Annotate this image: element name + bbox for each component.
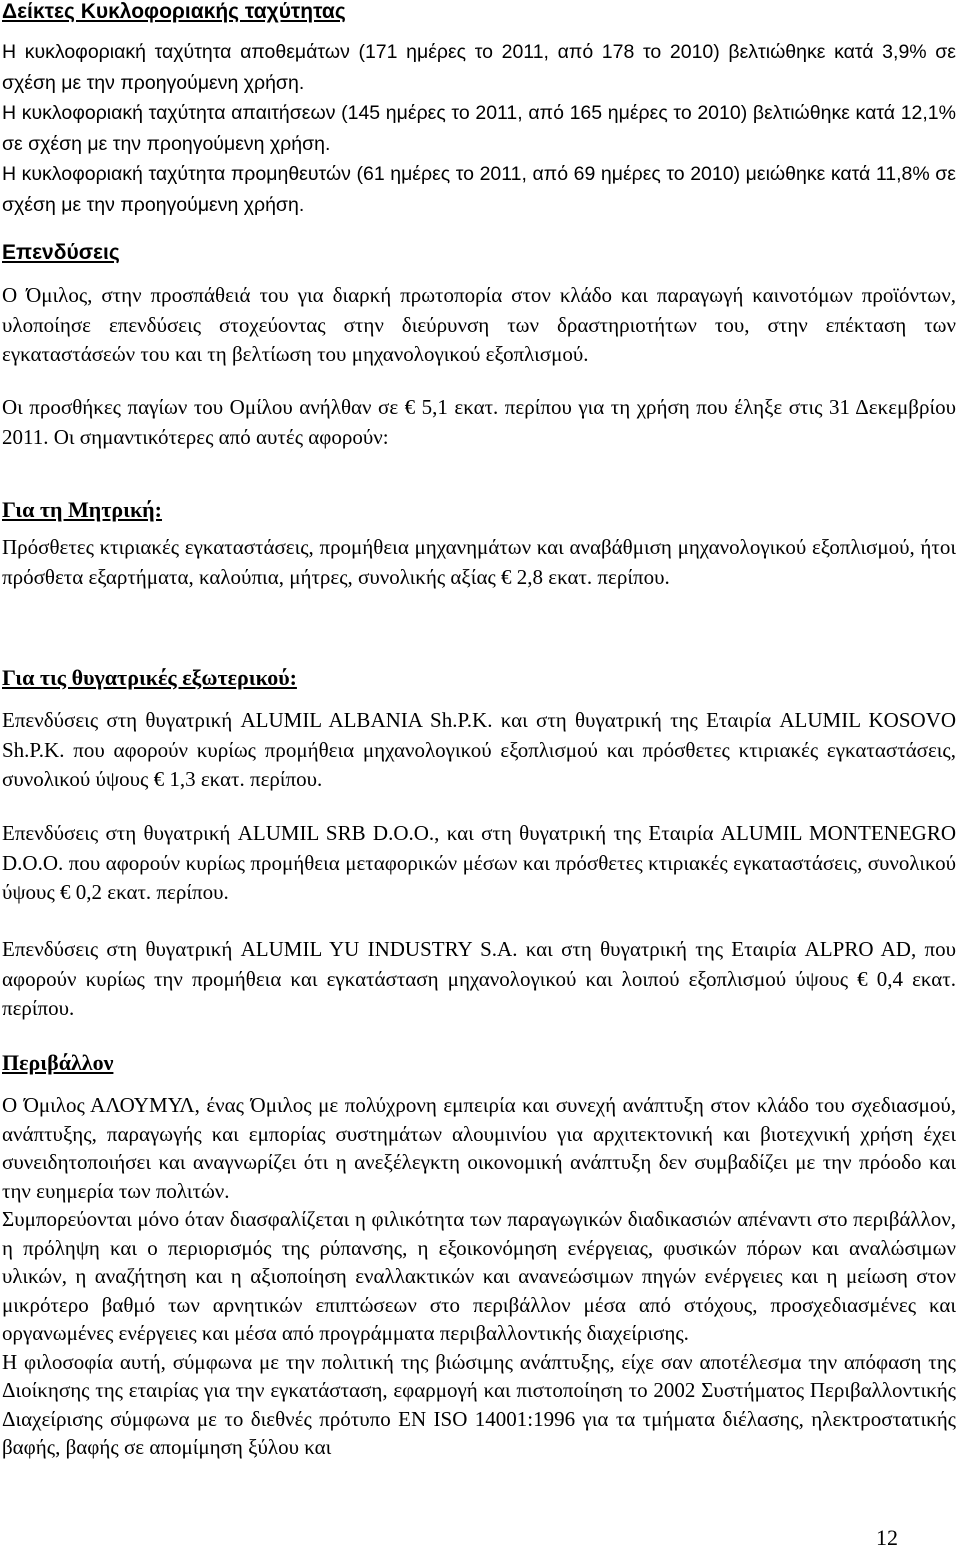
page-number: 12 xyxy=(876,1525,898,1550)
paragraph-investments-additions-block xyxy=(2,393,956,452)
paragraph-investments-intro-block xyxy=(2,281,956,370)
paragraph-investments-additions: Οι προσθήκες παγίων του Ομίλου ανήλθαν σε € 5,1 εκατ. περίπου για τη χρήση που έληξε στις 31 Δεκεμβρίου 2011. Οι σημαντικότερες από αυτές αφορούν: xyxy=(2,395,956,449)
paragraph-receivables-velocity: Η κυκλοφοριακή ταχύτητα απαιτήσεων (145 ημέρες το 2011, από 165 ημέρες το 2010) βελτιώθηκε κατά 12,1% σε σχέση με την προηγούμενη χρήση. xyxy=(2,102,956,155)
section-environment xyxy=(2,1051,956,1075)
paragraph-parent: Πρόσθετες κτιριακές εγκαταστάσεις, προμήθεια μηχανημάτων και αναβάθμιση μηχανολογικού εξοπλισμού, ήτοι πρόσθετα εξαρτήματα, καλούπια, μήτρες, συνολικής αξίας € 2,8 εκατ. περίπου. xyxy=(2,535,956,589)
paragraph-yu-alpro-block xyxy=(2,935,956,1024)
heading-environment: Περιβάλλον xyxy=(2,1050,114,1075)
section-investments xyxy=(2,241,956,265)
paragraph-yu-alpro: Επενδύσεις στη θυγατρική ALUMIL YU INDUSTRY S.A. και στη θυγατρική της Εταιρία ALPRO AD, που αφορούν κυρίως την προμήθεια και εγκατάσταση μηχανολογικού και λοιπού εξοπλισμού ύψους € 0,4 εκατ. περίπου. xyxy=(2,937,956,1020)
heading-investments: Επενδύσεις xyxy=(2,241,120,264)
paragraph-albania-kosovo-block xyxy=(2,706,956,795)
heading-velocity: Δείκτες Κυκλοφοριακής ταχύτητας xyxy=(2,0,346,23)
paragraph-srb-montenegro-block xyxy=(2,819,956,908)
paragraph-investments-intro: Ο Όμιλος, στην προσπάθειά του για διαρκή πρωτοπορία στον κλάδο και παραγωγή καινοτόμων προϊόντων, υλοποίησε επενδύσεις στοχεύοντας στην διεύρυνση των δραστηριοτήτων του, στην επέκταση των εγκαταστάσεών του και τη βελτίωση του μηχανολογικού εξοπλισμού. xyxy=(2,283,956,366)
heading-subsidiaries: Για τις θυγατρικές εξωτερικού: xyxy=(2,665,297,690)
section-velocity xyxy=(2,0,956,220)
paragraph-albania-kosovo: Επενδύσεις στη θυγατρική ALUMIL ALBANIA Sh.P.K. και στη θυγατρική της Εταιρία ALUMIL KOSOVO Sh.P.K. που αφορούν κυρίως προμήθεια μηχανολογικού εξοπλισμού και πρόσθετες κτιριακές εγκαταστάσεις, συνολικού ύψους € 1,3 εκατ. περίπου. xyxy=(2,708,956,791)
section-subsidiaries xyxy=(2,666,956,690)
paragraph-environment-3: Η φιλοσοφία αυτή, σύμφωνα με την πολιτική της βιώσιμης ανάπτυξης, είχε σαν αποτέλεσμα την απόφαση της Διοίκησης της εταιρίας για την εγκατάσταση, εφαρμογή και πιστοποίηση το 2002 Συστήματος Περιβαλλοντικής Διαχείρισης σύμφωνα με το διεθνές πρότυπο EN ISO 14001:1996 για τα τμήματα διέλασης, ηλεκτροστατικής βαφής, βαφής σε απομίμηση ξύλου και xyxy=(2,1349,956,1459)
paragraph-inventory-velocity: Η κυκλοφοριακή ταχύτητα αποθεμάτων (171 ημέρες το 2011, από 178 το 2010) βελτιώθηκε κατά 3,9% σε σχέση με την προηγούμενη χρήση. xyxy=(2,41,956,94)
paragraph-environment-2: Συμπορεύονται μόνο όταν διασφαλίζεται η φιλικότητα των παραγωγικών διαδικασιών απέναντι στο περιβάλλον, η πρόληψη και ο περιορισμός της ρύπανσης, η εξοικονόμηση ενέργειας, φυσικών πόρων και αναλώσιμων υλικών, η αναζήτηση και η αξιοποίηση εναλλακτικών και ανανεώσιμων πηγών ενέργειες και η μείωση στον μικρότερο βαθμό των αρνητικών επιπτώσεων στο περιβάλλον μέσα από στόχους, προσχεδιασμένες και οργανωμένες ενέργειες και μέσα από προγράμματα περιβαλλοντικής διαχείρισης. xyxy=(2,1207,956,1345)
paragraph-parent-block xyxy=(2,533,956,592)
heading-parent: Για τη Μητρική: xyxy=(2,497,163,522)
paragraph-environment-1: Ο Όμιλος ΑΛΟΥΜΥΛ, ένας Όμιλος με πολύχρονη εμπειρία και συνεχή ανάπτυξη στον κλάδο του σχεδιασμού, ανάπτυξης, παραγωγής και εμπορίας συστημάτων αλουμινίου για αρχιτεκτονική και βιοτεχνική χρήση έχει συνειδητοποιήσει και αναγνωρίζει ότι η ανεξέλεγκτη οικονομική ανάπτυξη δεν συμβαδίζει με την πρόοδο και την ευημερία των πολιτών. xyxy=(2,1093,956,1203)
environment-body xyxy=(2,1091,956,1462)
paragraph-suppliers-velocity: Η κυκλοφοριακή ταχύτητα προμηθευτών (61 ημέρες το 2011, από 69 ημέρες το 2010) μειώθηκε κατά 11,8% σε σχέση με την προηγούμενη χρήση. xyxy=(2,163,956,216)
paragraph-srb-montenegro: Επενδύσεις στη θυγατρική ALUMIL SRB D.O.O., και στη θυγατρική της Εταιρία ALUMIL MONTENEGRO D.O.O. που αφορούν κυρίως προμήθεια μεταφορικών μέσων και πρόσθετες κτιριακές εγκαταστάσεις, συνολικού ύψους € 0,2 εκατ. περίπου. xyxy=(2,821,956,904)
section-parent xyxy=(2,498,956,522)
